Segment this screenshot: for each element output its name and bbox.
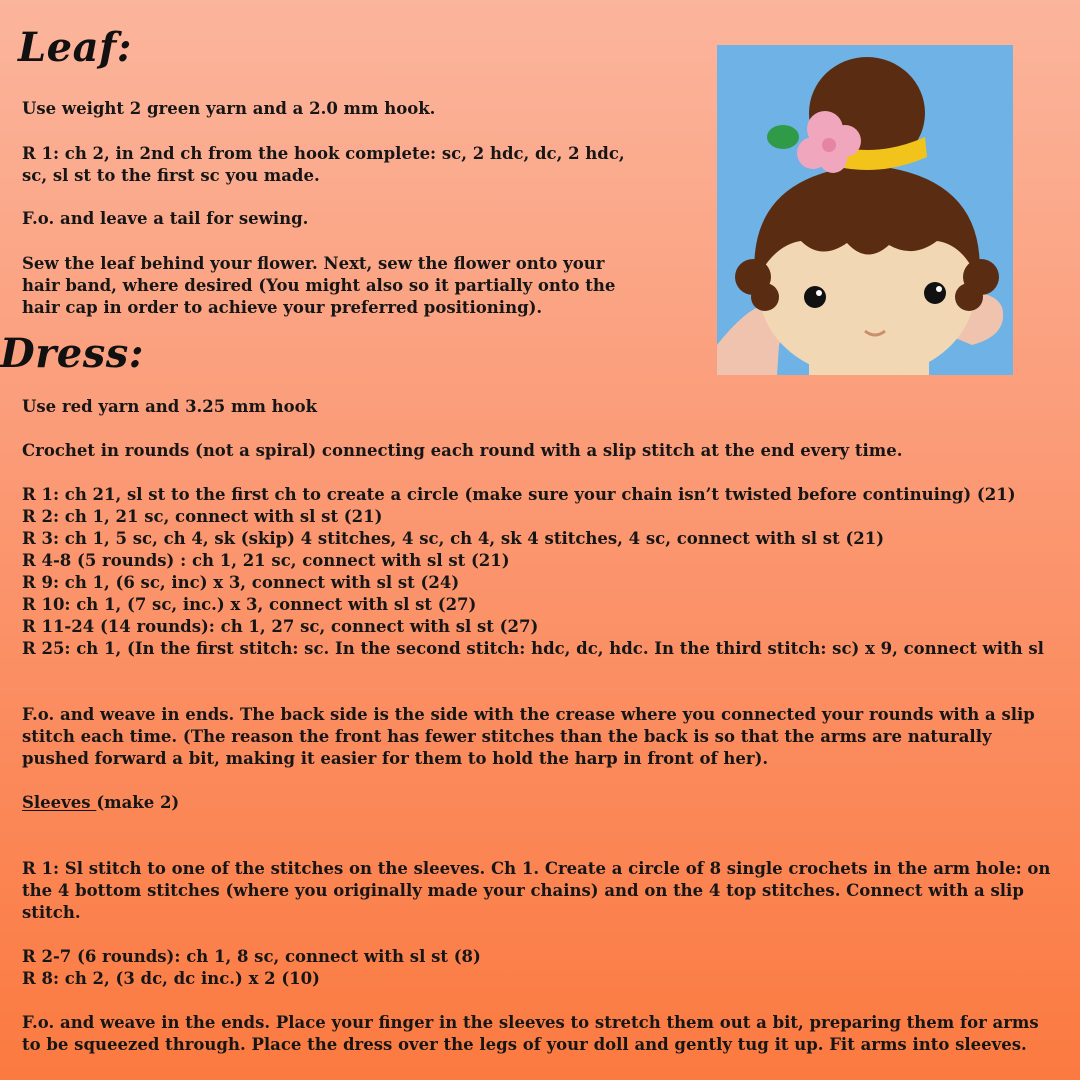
sleeves-heading-line [22,792,179,814]
sleeves-heading: Sleeves [22,793,97,812]
sleeves-round-1-line-2: the 4 bottom stitches (where you originally made your chains) and on the 4 top stitches. Connect with a slip [22,881,1024,900]
sleeves-fo-line-2: to be squeezed through. Place the dress over the legs of your doll and gently tug it up. Fit arms into sleeves. [22,1035,1027,1054]
dress-round-3: R 3: ch 1, 5 sc, ch 4, sk (skip) 4 stitches, 4 sc, ch 4, sk 4 stitches, 4 sc, connect with sl st (21) [22,529,885,548]
leaf-fo-text: F.o. and leave a tail for sewing. [22,209,309,228]
dress-round-11-24: R 11-24 (14 rounds): ch 1, 27 sc, connect with sl st (27) [22,617,539,636]
doll-illustration [717,45,1013,375]
leaf-round-1-line-1: R 1: ch 2, in 2nd ch from the hook complete: sc, 2 hdc, dc, 2 hdc, [22,144,625,163]
sleeves-round-2-7: R 2-7 (6 rounds): ch 1, 8 sc, connect with sl st (8) [22,947,481,966]
dress-round-25: R 25: ch 1, (In the first stitch: sc. In the second stitch: hdc, dc, hdc. In the third stitch: sc) x 9, connect with sl [22,639,1044,658]
sleeves-heading-note: (make 2) [96,793,180,812]
dress-fo-line-3: pushed forward a bit, making it easier for them to hold the harp in front of her). [22,749,769,768]
leaf-sew-line-3: hair cap in order to achieve your preferred positioning). [22,298,543,317]
doll-photo [717,45,1013,375]
dress-round-10: R 10: ch 1, (7 sc, inc.) x 3, connect with sl st (27) [22,595,477,614]
dress-heading: Dress: [0,330,145,377]
leaf-yarn-text: Use weight 2 green yarn and a 2.0 mm hook. [22,99,436,118]
dress-fo-line-1: F.o. and weave in ends. The back side is the side with the crease where you connected your rounds with a slip [22,705,1035,724]
dress-fo-line-2: stitch each time. (The reason the front has fewer stitches than the back is so that the arms are naturally [22,727,992,746]
leaf-sew-line-2: hair band, where desired (You might also so it partially onto the [22,276,616,295]
sleeves-fo-line-1: F.o. and weave in the ends. Place your finger in the sleeves to stretch them out a bit, preparing them for arms [22,1013,1039,1032]
dress-round-4-8: R 4-8 (5 rounds) : ch 1, 21 sc, connect with sl st (21) [22,551,510,570]
dress-round-2: R 2: ch 1, 21 sc, connect with sl st (21) [22,507,383,526]
dress-rounds-text: Crochet in rounds (not a spiral) connecting each round with a slip stitch at the end every time. [22,441,903,460]
leaf-round-1-line-2: sc, sl st to the first sc you made. [22,166,320,185]
leaf-heading: Leaf: [18,24,132,71]
leaf-sew-line-1: Sew the leaf behind your flower. Next, sew the flower onto your [22,254,605,273]
sleeves-round-1-line-1: R 1: Sl stitch to one of the stitches on the sleeves. Ch 1. Create a circle of 8 single crochets in the arm hole: on [22,859,1051,878]
dress-round-1: R 1: ch 21, sl st to the first ch to create a circle (make sure your chain isn’t twisted before continuing) (21) [22,485,1016,504]
sleeves-round-1-line-3: stitch. [22,903,81,922]
sleeves-round-8: R 8: ch 2, (3 dc, dc inc.) x 2 (10) [22,969,320,988]
dress-round-9: R 9: ch 1, (6 sc, inc) x 3, connect with sl st (24) [22,573,460,592]
dress-yarn-text: Use red yarn and 3.25 mm hook [22,397,318,416]
